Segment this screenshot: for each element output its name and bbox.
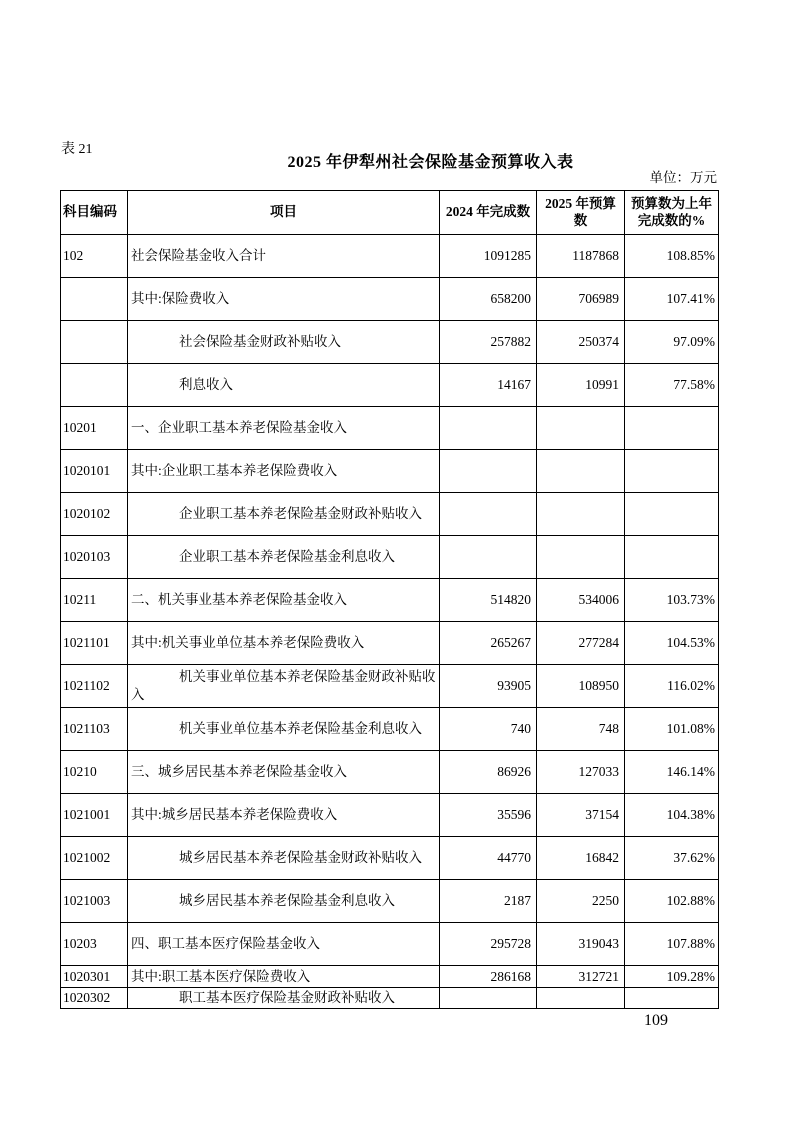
- subject-code-cell: 1021101: [61, 622, 128, 665]
- subject-code-cell: 10210: [61, 751, 128, 794]
- value-2024-cell: 44770: [440, 837, 537, 880]
- value-2024-cell: 295728: [440, 923, 537, 966]
- subject-code-cell: 1021102: [61, 665, 128, 708]
- item-cell: 四、职工基本医疗保险基金收入: [128, 923, 440, 966]
- table-row: [61, 837, 719, 880]
- subject-code-cell: 10211: [61, 579, 128, 622]
- table-row: [61, 493, 719, 536]
- item-cell: 其中:保险费收入: [128, 278, 440, 321]
- table-row: [61, 751, 719, 794]
- item-cell: 其中:职工基本医疗保险费收入: [128, 966, 440, 988]
- value-2024-cell: 740: [440, 708, 537, 751]
- table-row: [61, 450, 719, 493]
- value-2025-cell: 748: [537, 708, 625, 751]
- subject-code-cell: 10201: [61, 407, 128, 450]
- value-2024-cell: 257882: [440, 321, 537, 364]
- subject-code-cell: [61, 321, 128, 364]
- table-row: [61, 321, 719, 364]
- value-2025-cell: 16842: [537, 837, 625, 880]
- document-title: 2025 年伊犁州社会保险基金预算收入表: [287, 154, 574, 171]
- table-row: [61, 364, 719, 407]
- item-cell: 城乡居民基本养老保险基金利息收入: [128, 880, 440, 923]
- table-row: [61, 988, 719, 1009]
- table-row: [61, 665, 719, 708]
- subject-code-cell: 1021003: [61, 880, 128, 923]
- table-row: [61, 966, 719, 988]
- budget-revenue-table: [60, 190, 719, 1009]
- value-2024-cell: [440, 407, 537, 450]
- header-2025-budget: 2025 年预算数: [537, 191, 625, 235]
- table-body: [61, 235, 719, 1009]
- item-cell: 其中:城乡居民基本养老保险费收入: [128, 794, 440, 837]
- value-2024-cell: [440, 988, 537, 1009]
- value-2024-cell: 514820: [440, 579, 537, 622]
- page-number: 109: [644, 1012, 668, 1029]
- percent-cell: 107.41%: [625, 278, 719, 321]
- value-2025-cell: 319043: [537, 923, 625, 966]
- value-2025-cell: 108950: [537, 665, 625, 708]
- header-subject-code: 科目编码: [61, 191, 128, 235]
- item-cell: 利息收入: [128, 364, 440, 407]
- value-2025-cell: 312721: [537, 966, 625, 988]
- value-2024-cell: 265267: [440, 622, 537, 665]
- percent-cell: 37.62%: [625, 837, 719, 880]
- value-2025-cell: 250374: [537, 321, 625, 364]
- percent-cell: 103.73%: [625, 579, 719, 622]
- percent-cell: 104.38%: [625, 794, 719, 837]
- percent-cell: 102.88%: [625, 880, 719, 923]
- table-row: [61, 794, 719, 837]
- table-row: [61, 278, 719, 321]
- percent-cell: 107.88%: [625, 923, 719, 966]
- percent-cell: 104.53%: [625, 622, 719, 665]
- item-cell: 二、机关事业基本养老保险基金收入: [128, 579, 440, 622]
- percent-cell: [625, 988, 719, 1009]
- value-2025-cell: 1187868: [537, 235, 625, 278]
- subject-code-cell: 1020302: [61, 988, 128, 1009]
- value-2024-cell: 658200: [440, 278, 537, 321]
- value-2025-cell: [537, 450, 625, 493]
- item-cell: 社会保险基金财政补贴收入: [128, 321, 440, 364]
- value-2025-cell: 706989: [537, 278, 625, 321]
- value-2025-cell: 37154: [537, 794, 625, 837]
- table-row: [61, 880, 719, 923]
- percent-cell: 108.85%: [625, 235, 719, 278]
- percent-cell: [625, 493, 719, 536]
- value-2025-cell: [537, 407, 625, 450]
- item-cell: 其中:机关事业单位基本养老保险费收入: [128, 622, 440, 665]
- subject-code-cell: 1021002: [61, 837, 128, 880]
- table-row: [61, 407, 719, 450]
- percent-cell: [625, 536, 719, 579]
- value-2025-cell: 534006: [537, 579, 625, 622]
- value-2025-cell: [537, 493, 625, 536]
- table-row: [61, 235, 719, 278]
- percent-cell: [625, 450, 719, 493]
- subject-code-cell: 1021103: [61, 708, 128, 751]
- value-2024-cell: 2187: [440, 880, 537, 923]
- value-2025-cell: [537, 536, 625, 579]
- header-2024-actual: 2024 年完成数: [440, 191, 537, 235]
- subject-code-cell: 102: [61, 235, 128, 278]
- table-header: [61, 191, 719, 235]
- value-2024-cell: 1091285: [440, 235, 537, 278]
- subject-code-cell: [61, 364, 128, 407]
- value-2025-cell: 10991: [537, 364, 625, 407]
- table-row: [61, 579, 719, 622]
- percent-cell: 109.28%: [625, 966, 719, 988]
- item-cell: 机关事业单位基本养老保险基金利息收入: [128, 708, 440, 751]
- subject-code-cell: [61, 278, 128, 321]
- item-cell: 三、城乡居民基本养老保险基金收入: [128, 751, 440, 794]
- percent-cell: 77.58%: [625, 364, 719, 407]
- value-2025-cell: 127033: [537, 751, 625, 794]
- item-cell: 机关事业单位基本养老保险基金财政补贴收入: [128, 665, 440, 708]
- value-2025-cell: 277284: [537, 622, 625, 665]
- item-cell: 社会保险基金收入合计: [128, 235, 440, 278]
- table-row: [61, 923, 719, 966]
- value-2024-cell: [440, 450, 537, 493]
- value-2024-cell: 14167: [440, 364, 537, 407]
- table-row: [61, 536, 719, 579]
- header-row: [61, 191, 719, 235]
- percent-cell: 146.14%: [625, 751, 719, 794]
- percent-cell: 101.08%: [625, 708, 719, 751]
- item-cell: 一、企业职工基本养老保险基金收入: [128, 407, 440, 450]
- subject-code-cell: 1021001: [61, 794, 128, 837]
- table-row: [61, 708, 719, 751]
- value-2024-cell: [440, 493, 537, 536]
- subject-code-cell: 1020103: [61, 536, 128, 579]
- item-cell: 职工基本医疗保险基金财政补贴收入: [128, 988, 440, 1009]
- value-2024-cell: 86926: [440, 751, 537, 794]
- percent-cell: [625, 407, 719, 450]
- item-cell: 企业职工基本养老保险基金财政补贴收入: [128, 493, 440, 536]
- percent-cell: 97.09%: [625, 321, 719, 364]
- unit-label: 单位：万元: [649, 170, 717, 185]
- value-2024-cell: 35596: [440, 794, 537, 837]
- value-2025-cell: 2250: [537, 880, 625, 923]
- item-cell: 其中:企业职工基本养老保险费收入: [128, 450, 440, 493]
- value-2024-cell: 286168: [440, 966, 537, 988]
- value-2024-cell: 93905: [440, 665, 537, 708]
- subject-code-cell: 1020101: [61, 450, 128, 493]
- header-percent: 预算数为上年完成数的%: [625, 191, 719, 235]
- item-cell: 城乡居民基本养老保险基金财政补贴收入: [128, 837, 440, 880]
- subject-code-cell: 1020102: [61, 493, 128, 536]
- subject-code-cell: 1020301: [61, 966, 128, 988]
- subject-code-cell: 10203: [61, 923, 128, 966]
- value-2025-cell: [537, 988, 625, 1009]
- item-cell: 企业职工基本养老保险基金利息收入: [128, 536, 440, 579]
- table-number-label: 表 21: [61, 142, 93, 157]
- percent-cell: 116.02%: [625, 665, 719, 708]
- value-2024-cell: [440, 536, 537, 579]
- header-item: 项目: [128, 191, 440, 235]
- table-row: [61, 622, 719, 665]
